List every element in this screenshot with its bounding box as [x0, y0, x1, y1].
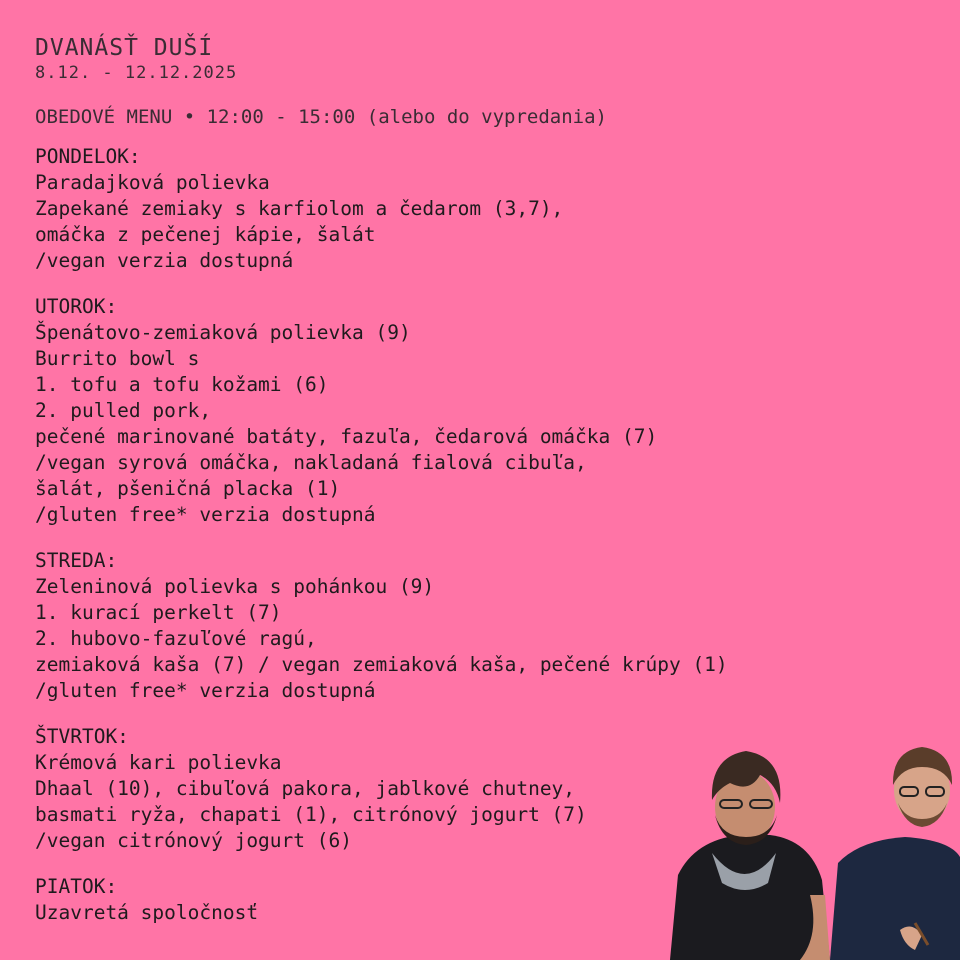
- day-name: PONDELOK:: [35, 145, 141, 168]
- menu-item-line: Krémová kari polievka: [35, 751, 282, 774]
- menu-item-line: omáčka z pečenej kápie, šalát: [35, 223, 376, 246]
- day-name: STREDA:: [35, 549, 118, 572]
- menu-item-line: šalát, pšeničná placka (1): [35, 477, 341, 500]
- menu-item-line: Paradajková polievka: [35, 171, 270, 194]
- menu-item-line: Dhaal (10), cibuľová pakora, jablkové chutney,: [35, 777, 576, 800]
- day-name: ŠTVRTOK:: [35, 725, 129, 748]
- menu-item-line: 1. tofu a tofu kožami (6): [35, 373, 329, 396]
- menu-note: (alebo do vypredania): [366, 106, 607, 128]
- menu-item-line: /vegan verzia dostupná: [35, 249, 294, 272]
- day-section: [35, 144, 935, 274]
- menu-item-line: Špenátovo-zemiaková polievka (9): [35, 321, 411, 344]
- menu-item-line: Uzavretá spoločnosť: [35, 901, 259, 924]
- chefs-photo: [660, 745, 960, 960]
- menu-item-line: /gluten free* verzia dostupná: [35, 503, 376, 526]
- menu-label: OBEDOVÉ MENU • 12:00 - 15:00: [35, 106, 356, 128]
- menu-item-line: Zapekané zemiaky s karfiolom a čedarom (3,7),: [35, 197, 564, 220]
- chef-left: [670, 751, 830, 960]
- day-section: [35, 548, 935, 704]
- menu-item-line: Zeleninová polievka s pohánkou (9): [35, 575, 435, 598]
- menu-item-line: zemiaková kaša (7) / vegan zemiaková kaša, pečené krúpy (1): [35, 653, 728, 676]
- restaurant-title: DVANÁSŤ DUŠÍ: [35, 35, 214, 61]
- menu-item-line: basmati ryža, chapati (1), citrónový jogurt (7): [35, 803, 587, 826]
- menu-item-line: 2. pulled pork,: [35, 399, 212, 422]
- menu-item-line: /vegan syrová omáčka, nakladaná fialová cibuľa,: [35, 451, 587, 474]
- menu-item-line: /vegan citrónový jogurt (6): [35, 829, 352, 852]
- day-name: UTOROK:: [35, 295, 118, 318]
- menu-item-line: pečené marinované batáty, fazuľa, čedarová omáčka (7): [35, 425, 658, 448]
- menu-item-line: /gluten free* verzia dostupná: [35, 679, 376, 702]
- menu-hours: [35, 104, 935, 130]
- menu-item-line: 2. hubovo-fazuľové ragú,: [35, 627, 317, 650]
- day-name: PIATOK:: [35, 875, 118, 898]
- menu-item-line: Burrito bowl s: [35, 347, 200, 370]
- week-dates: 8.12. - 12.12.2025: [35, 63, 238, 83]
- chef-right: [830, 747, 960, 960]
- menu-item-line: 1. kurací perkelt (7): [35, 601, 282, 624]
- day-section: [35, 294, 935, 528]
